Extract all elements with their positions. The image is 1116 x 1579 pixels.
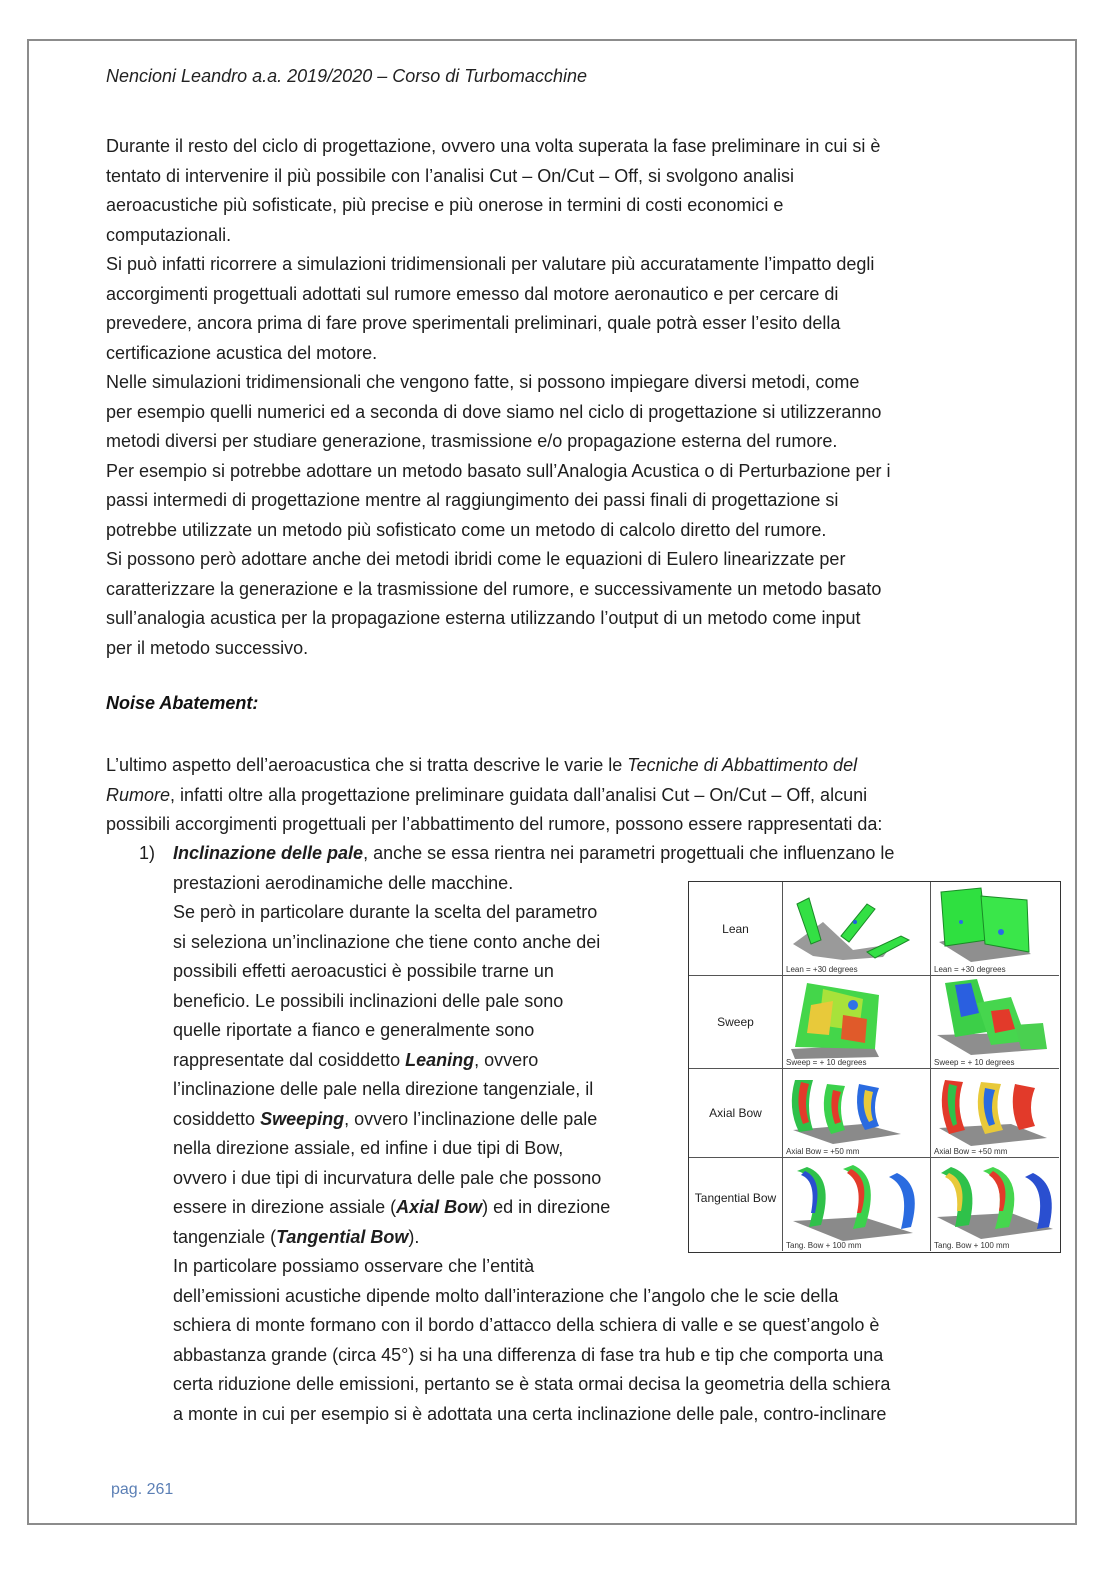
text-line: l’inclinazione delle pale nella direzione tangenziale, il: [173, 1079, 594, 1099]
page-header: Nencioni Leandro a.a. 2019/2020 – Corso di Turbomacchine: [106, 66, 587, 86]
text-line: ovvero i due tipi di incurvatura delle pale che possono: [173, 1167, 602, 1188]
text-line: [173, 1193, 663, 1223]
text-line: Durante il resto del ciclo di progettazione, ovvero una volta superata la fase preliminare in cui si è: [106, 136, 881, 156]
term-tangential-bow: Tangential Bow: [276, 1226, 409, 1247]
text-line: si seleziona un’inclinazione che tiene conto anche dei: [173, 931, 601, 952]
tangential-bow-blade-image-2: [930, 1157, 1060, 1251]
figure-row-tangential-bow: [689, 1157, 1059, 1251]
term-axial-bow: Axial Bow: [396, 1197, 483, 1217]
tangential-bow-blade-image-1: [782, 1157, 931, 1251]
tangential-bow-blade-graphic: [783, 1157, 931, 1251]
text-line: quelle riportate a fianco e generalmente sono: [173, 1020, 535, 1040]
text-line: caratterizzare la generazione e la trasmissione del rumore, e successivamente un metodo basato: [106, 578, 882, 599]
blade-inclination-figure: [688, 881, 1061, 1253]
page-number: pag. 261: [111, 1481, 174, 1498]
list-number: 1): [139, 843, 156, 863]
figure-caption: Sweep = + 10 degrees: [786, 1058, 867, 1067]
text-span: , anche se essa rientra nei parametri progettuali che influenzano le: [363, 843, 895, 863]
list-item-body: [173, 869, 663, 1253]
text-line: passi intermedi di progettazione mentre al raggiungimento dei passi finali di progettazione si: [106, 490, 839, 510]
term-leaning: Leaning: [405, 1049, 475, 1070]
figure-row-label: Axial Bow: [709, 1106, 762, 1120]
text-line: prevedere, ancora prima di fare prove sperimentali preliminari, quale potrà esser l’esito della: [106, 313, 841, 333]
sweep-blade-image-1: [782, 975, 931, 1068]
italic-term: Tecniche di Abbattimento del: [627, 755, 858, 775]
text-line: Si può infatti ricorrere a simulazioni tridimensionali per valutare più accuratamente l’impatto degli: [106, 254, 875, 274]
text-span: ).: [408, 1226, 420, 1247]
text-line: In particolare possiamo osservare che l’entità: [173, 1256, 535, 1276]
text-line: Se però in particolare durante la scelta del parametro: [173, 902, 598, 922]
sweep-blade-graphic: [931, 975, 1060, 1068]
figure-row-label: Sweep: [717, 1015, 754, 1029]
italic-term: Rumore: [106, 784, 171, 805]
term-sweeping: Sweeping: [260, 1108, 345, 1129]
text-span: cosiddetto: [173, 1108, 261, 1129]
lean-blade-image-1: [782, 882, 931, 975]
text-span: ) ed in direzione: [482, 1197, 611, 1217]
text-line: per il metodo successivo.: [106, 637, 309, 658]
list-item-continuation: [173, 1252, 1003, 1429]
figure-caption: Sweep = + 10 degrees: [934, 1058, 1015, 1067]
text-line: beneficio. Le possibili inclinazioni delle pale sono: [173, 990, 564, 1011]
figure-row-label: Lean: [722, 922, 749, 936]
text-line: metodi diversi per studiare generazione, trasmissione e/o propagazione esterna del rumore.: [106, 431, 838, 451]
paragraph-simulations: [106, 132, 1011, 663]
figure-caption: Tang. Bow + 100 mm: [786, 1241, 862, 1250]
text-line: possibili accorgimenti progettuali per l’abbattimento del rumore, possono essere rappresentati da:: [106, 814, 883, 834]
text-line: abbastanza grande (circa 45°) si ha una differenza di fase tra hub e tip che comporta una: [173, 1344, 884, 1365]
text-line: certificazione acustica del motore.: [106, 342, 378, 363]
text-line: computazionali.: [106, 224, 232, 245]
text-line: [106, 751, 1011, 781]
text-line: tentato di intervenire il più possibile con l’analisi Cut – On/Cut – Off, si svolgono analisi: [106, 165, 795, 186]
text-span: essere in direzione assiale (: [173, 1197, 397, 1217]
text-line: a monte in cui per esempio si è adottata una certa inclinazione delle pale, contro-inclinare: [173, 1403, 887, 1424]
figure-row-label: Tangential Bow: [694, 1191, 777, 1205]
figure-caption: Tang. Bow + 100 mm: [934, 1241, 1010, 1250]
text-span: , ovvero: [474, 1049, 539, 1070]
text-line: Nelle simulazioni tridimensionali che vengono fatte, si possono impiegare diversi metodi, come: [106, 372, 860, 392]
sweep-blade-graphic: [783, 975, 931, 1068]
figure-caption: Axial Bow = +50 mm: [934, 1147, 1008, 1156]
text-line: sull’analogia acustica per la propagazione esterna utilizzando l’output di un metodo come input: [106, 608, 861, 628]
sweep-blade-image-2: [930, 975, 1060, 1068]
text-line: aeroacustiche più sofisticate, più precise e più onerose in termini di costi economici e: [106, 195, 784, 215]
text-line: per esempio quelli numerici ed a seconda di dove siamo nel ciclo di progettazione si utilizzeranno: [106, 401, 882, 422]
text-span: L’ultimo aspetto dell’aeroacustica che si tratta descrive le varie le: [106, 755, 628, 775]
text-span: , infatti oltre alla progettazione preliminare guidata dall’analisi Cut – On/Cut – Off, alcuni: [170, 784, 868, 805]
paragraph-intro: [106, 751, 1011, 840]
axial-bow-blade-image-2: [930, 1068, 1060, 1157]
text-line: dell’emissioni acustiche dipende molto dall’interazione che l’angolo che le scie della: [173, 1285, 839, 1306]
figure-row-axial-bow: [689, 1068, 1059, 1158]
lean-blade-image-2: [930, 882, 1060, 975]
text-span: rappresentate dal cosiddetto: [173, 1049, 406, 1070]
text-line: nella direzione assiale, ed infine i due tipi di Bow,: [173, 1138, 564, 1158]
text-span: tangenziale (: [173, 1226, 277, 1247]
figure-caption: Lean = +30 degrees: [786, 965, 858, 974]
text-span: , ovvero l’inclinazione delle pale: [344, 1108, 598, 1129]
text-line: potrebbe utilizzate un metodo più sofisticato come un metodo di calcolo diretto del rumore.: [106, 519, 827, 540]
list-item-title: Inclinazione delle pale: [173, 843, 364, 863]
text-line: [173, 1105, 663, 1135]
axial-bow-blade-graphic: [783, 1068, 931, 1157]
lean-blade-graphic: [783, 882, 931, 975]
text-line: Si possono però adottare anche dei metodi ibridi come le equazioni di Eulero linearizzate per: [106, 549, 846, 569]
text-line: schiera di monte formano con il bordo d’attacco della schiera di valle e se quest’angolo è: [173, 1315, 880, 1335]
tangential-bow-blade-graphic: [931, 1157, 1060, 1251]
text-line: [173, 1046, 663, 1076]
figure-row-lean: [689, 882, 1059, 976]
text-line: Per esempio si potrebbe adottare un metodo basato sull’Analogia Acustica o di Perturbazione per i: [106, 460, 891, 481]
axial-bow-blade-image-1: [782, 1068, 931, 1157]
text-line: prestazioni aerodinamiche delle macchine.: [173, 872, 514, 893]
figure-caption: Axial Bow = +50 mm: [786, 1147, 860, 1156]
text-line: certa riduzione delle emissioni, pertanto se è stata ormai decisa la geometria della schiera: [173, 1374, 891, 1394]
list-item-heading: [173, 839, 1018, 869]
text-line: [173, 1223, 663, 1253]
text-line: [106, 781, 1011, 811]
lean-blade-graphic: [931, 882, 1060, 975]
figure-caption: Lean = +30 degrees: [934, 965, 1006, 974]
section-title: Noise Abatement:: [106, 693, 259, 713]
text-line: accorgimenti progettuali adottati sul rumore emesso dal motore aeronautico e per cercare di: [106, 283, 839, 304]
axial-bow-blade-graphic: [931, 1068, 1060, 1157]
figure-row-sweep: [689, 975, 1059, 1069]
text-line: possibili effetti aeroacustici è possibile trarne un: [173, 961, 554, 981]
